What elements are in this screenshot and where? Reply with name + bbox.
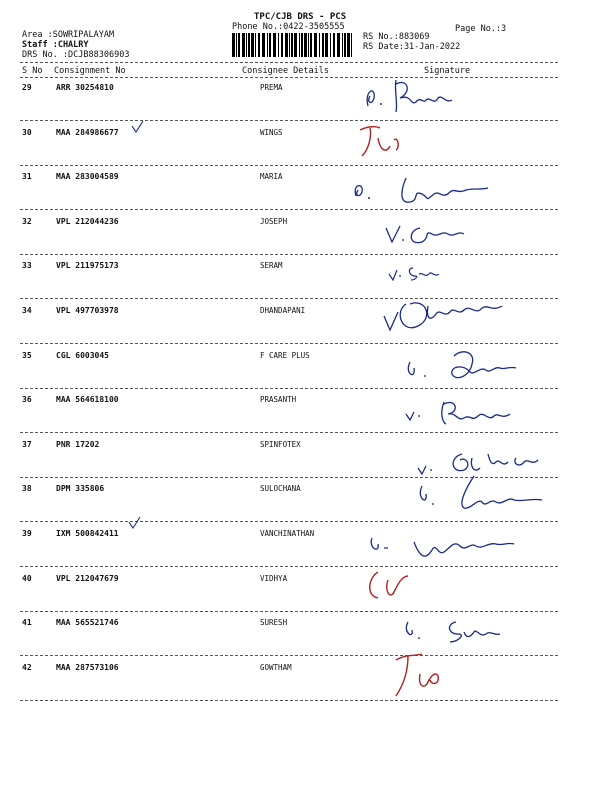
document-title: TPC/CJB DRS - PCS: [254, 12, 347, 22]
row-divider: [20, 700, 558, 701]
row-divider: [20, 566, 558, 567]
consignment-number-cell: CGL 6003045: [56, 350, 109, 360]
sno-cell: 33: [22, 261, 32, 271]
signature-31: [350, 170, 500, 214]
signature-38: [408, 474, 558, 514]
consignee-name-cell: PRASANTH: [260, 395, 297, 405]
consignee-name-cell: MARIA: [260, 172, 283, 182]
sno-cell: 34: [22, 306, 32, 315]
signature-36: [400, 394, 520, 428]
consignment-number-cell: PNR 17202: [56, 439, 100, 449]
checkmark-icon: [130, 120, 146, 134]
sno-cell: 31: [22, 172, 32, 182]
signature-29: [360, 76, 470, 116]
row-divider: [20, 165, 558, 166]
consignee-name-cell: VANCHINATHAN: [260, 529, 315, 538]
sno-cell: 41: [22, 618, 32, 628]
consignee-name-cell: SPINFOTEX: [260, 439, 301, 449]
signature-41: [396, 616, 506, 646]
sno-cell: 32: [22, 216, 32, 226]
signature-34: [378, 294, 518, 338]
consignment-number-cell: ARR 30254810: [56, 83, 114, 92]
consignee-name-cell: GOWTHAM: [260, 662, 292, 672]
sno-cell: 38: [22, 484, 32, 494]
signature-33: [385, 258, 455, 284]
sno-cell: 42: [22, 662, 32, 672]
consignment-number-cell: MAA 287573106: [56, 662, 119, 672]
consignee-name-cell: DHANDAPANI: [260, 306, 306, 315]
divider: [20, 62, 558, 63]
consignment-number-cell: MAA 283004589: [56, 172, 119, 182]
row-divider: [20, 432, 558, 433]
row-divider: [20, 655, 558, 656]
signature-35: [400, 344, 530, 388]
sno-cell: 29: [22, 83, 32, 92]
col-header-signature: Signature: [424, 66, 471, 76]
sno-cell: 36: [22, 395, 32, 405]
row-divider: [20, 120, 558, 121]
signature-30: [356, 116, 416, 160]
consignment-number-cell: VPL 497703978: [56, 306, 119, 315]
consignment-number-cell: MAA 284986677: [56, 127, 119, 137]
consignee-name-cell: F CARE PLUS: [260, 350, 310, 360]
row-divider: [20, 254, 558, 255]
sno-cell: 30: [22, 127, 32, 137]
col-header-consignee: Consignee Details: [242, 66, 329, 76]
signature-40: [364, 562, 414, 608]
area-label: Area :SOWRIPALAYAM: [22, 30, 115, 40]
sno-cell: 39: [22, 529, 32, 538]
signature-39: [364, 524, 524, 564]
consignment-number-cell: DPM 335806: [56, 484, 105, 494]
consignee-name-cell: JOSEPH: [260, 216, 288, 226]
col-header-consignment: Consignment No: [54, 66, 126, 76]
consignee-name-cell: VIDHYA: [260, 573, 288, 583]
consignment-number-cell: VPL 211975173: [56, 261, 119, 271]
consignee-name-cell: PREMA: [260, 83, 283, 92]
consignment-number-cell: IXM 500842411: [56, 529, 119, 538]
checkmark-icon: [127, 516, 143, 530]
consignee-name-cell: SURESH: [260, 618, 288, 628]
rs-date: RS Date:31-Jan-2022: [363, 42, 461, 52]
sno-cell: 40: [22, 573, 32, 583]
barcode-icon: [232, 33, 356, 57]
consignee-name-cell: SERAM: [260, 261, 283, 271]
signature-42: [392, 650, 452, 700]
sno-cell: 37: [22, 439, 32, 449]
consignee-name-cell: WINGS: [260, 127, 283, 137]
consignment-number-cell: MAA 565521746: [56, 618, 119, 628]
drs-number: DRS No. :DCJB88306903: [22, 50, 130, 60]
consignment-number-cell: VPL 212044236: [56, 216, 119, 226]
signature-32: [380, 218, 470, 254]
row-divider: [20, 611, 558, 612]
phone-number: Phone No.:0422-3505555: [232, 22, 345, 32]
row-divider: [20, 521, 558, 522]
staff-label: Staff :CHALRY: [22, 40, 89, 50]
consignment-number-cell: VPL 212047679: [56, 573, 119, 583]
col-header-sno: S No: [22, 66, 43, 76]
consignment-number-cell: MAA 564618100: [56, 395, 119, 405]
sno-cell: 35: [22, 350, 32, 360]
divider: [20, 77, 558, 78]
consignee-name-cell: SULOCHANA: [260, 484, 301, 494]
page-number: Page No.:3: [455, 24, 507, 34]
rs-number: RS No.:883069: [363, 32, 430, 42]
